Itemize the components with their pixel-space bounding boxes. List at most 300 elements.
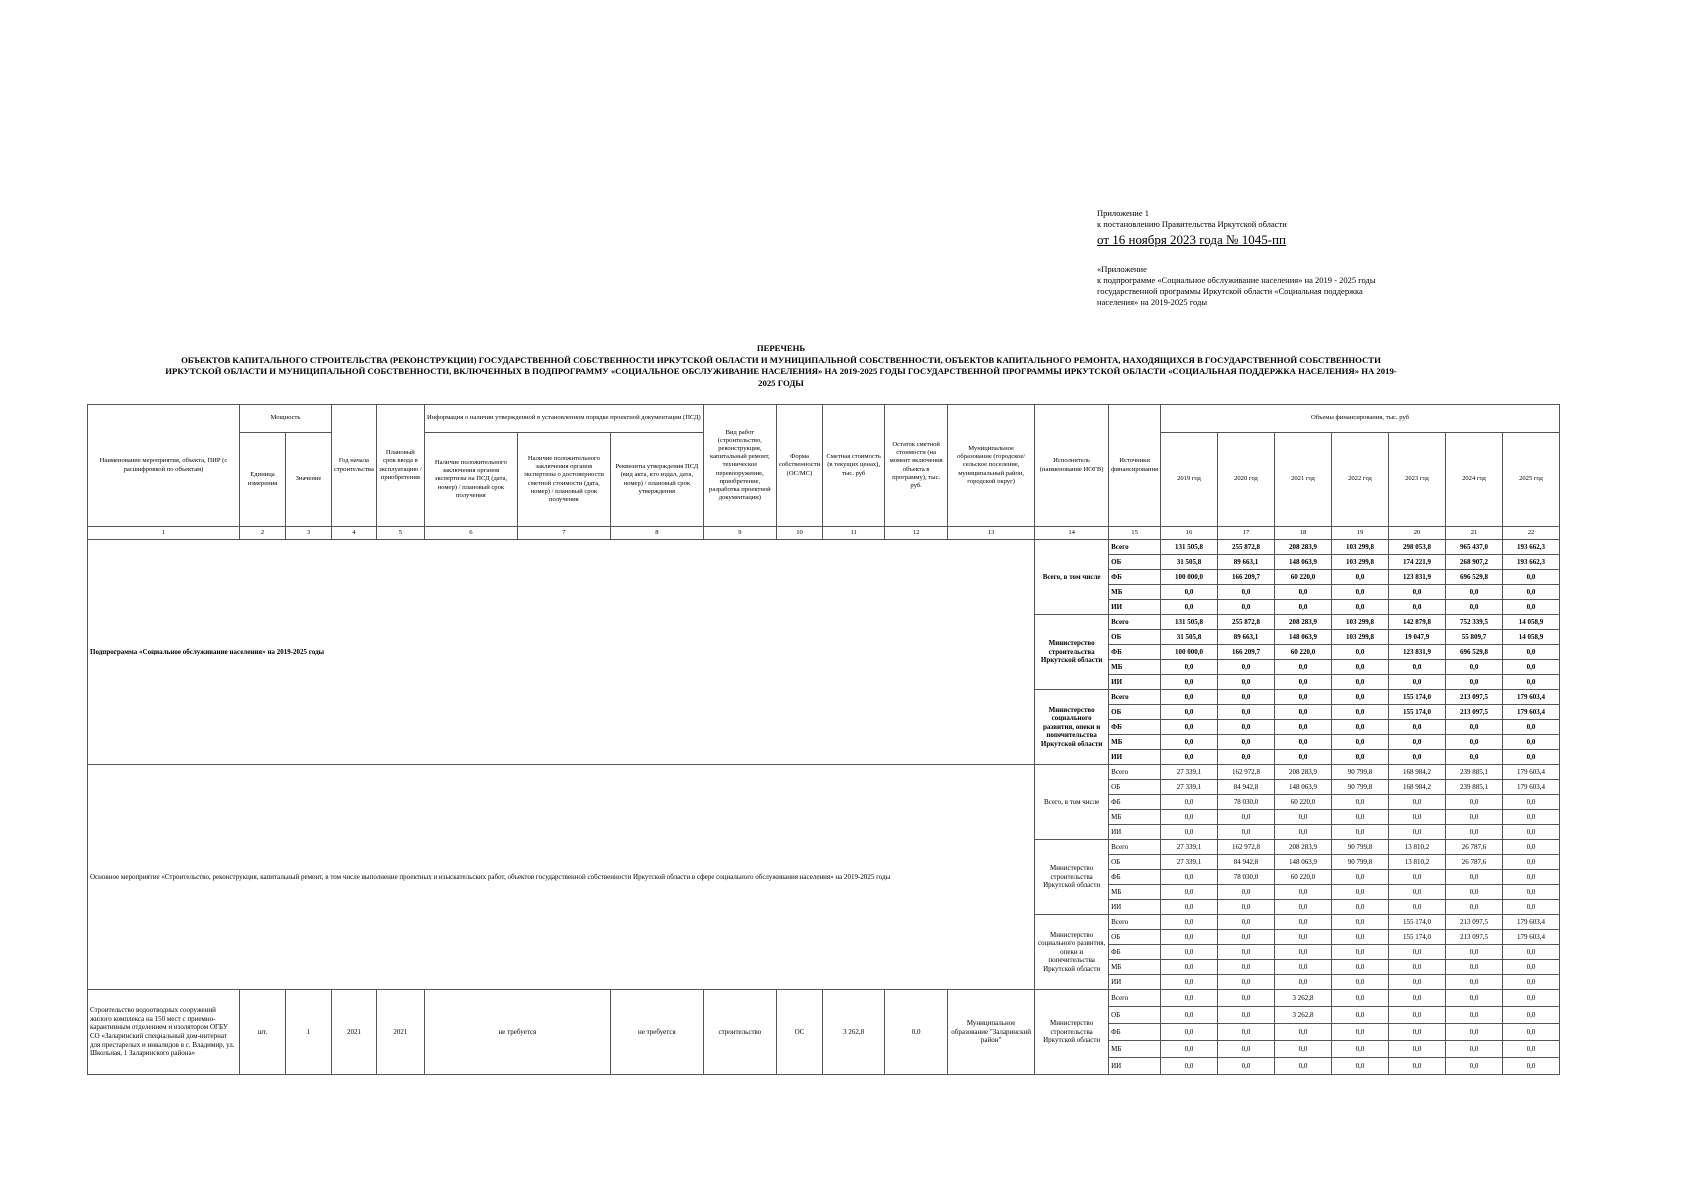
funding-value: 179 603,4 bbox=[1503, 705, 1560, 720]
funding-source: Всего bbox=[1109, 690, 1161, 705]
funding-value: 0,0 bbox=[1218, 690, 1275, 705]
funding-value: 0,0 bbox=[1332, 690, 1389, 705]
header-work-type: Вид работ (строительство, реконструкция, капитальный ремонт, техническое перевооружение, приобретение, разработка проектной документации) bbox=[703, 405, 776, 527]
funding-value: 84 942,8 bbox=[1218, 855, 1275, 870]
funding-value: 13 810,2 bbox=[1389, 855, 1446, 870]
column-number: 20 bbox=[1389, 527, 1446, 540]
funding-value: 19 047,9 bbox=[1389, 630, 1446, 645]
funding-value: 0,0 bbox=[1161, 690, 1218, 705]
funding-value: 0,0 bbox=[1218, 825, 1275, 840]
funding-value: 0,0 bbox=[1218, 1024, 1275, 1041]
funding-value: 0,0 bbox=[1446, 810, 1503, 825]
funding-value: 0,0 bbox=[1446, 1007, 1503, 1024]
funding-value: 0,0 bbox=[1218, 900, 1275, 915]
funding-value: 0,0 bbox=[1389, 945, 1446, 960]
funding-value: 0,0 bbox=[1275, 600, 1332, 615]
funding-value: 0,0 bbox=[1275, 945, 1332, 960]
funding-value: 0,0 bbox=[1332, 990, 1389, 1007]
object-funding-row bbox=[88, 990, 1560, 1007]
object-unit: шт. bbox=[240, 990, 286, 1075]
funding-source: ОБ bbox=[1109, 855, 1161, 870]
funding-source: ИИ bbox=[1109, 1058, 1161, 1075]
funding-value: 0,0 bbox=[1503, 1058, 1560, 1075]
executor-cell: Министерство социального развития, опеки и попечительства Иркутской области bbox=[1035, 690, 1109, 765]
funding-value: 0,0 bbox=[1161, 735, 1218, 750]
funding-value: 89 663,1 bbox=[1218, 630, 1275, 645]
funding-value: 0,0 bbox=[1275, 690, 1332, 705]
funding-source: ИИ bbox=[1109, 825, 1161, 840]
funding-value: 0,0 bbox=[1503, 750, 1560, 765]
funding-value: 103 299,8 bbox=[1332, 555, 1389, 570]
funding-value: 0,0 bbox=[1218, 735, 1275, 750]
funding-value: 0,0 bbox=[1389, 885, 1446, 900]
header-year: 2023 год bbox=[1389, 433, 1446, 527]
header-year: 2025 год bbox=[1503, 433, 1560, 527]
column-number: 8 bbox=[610, 527, 703, 540]
funding-value: 90 799,8 bbox=[1332, 780, 1389, 795]
funding-value: 0,0 bbox=[1161, 810, 1218, 825]
funding-value: 89 663,1 bbox=[1218, 555, 1275, 570]
funding-value: 0,0 bbox=[1389, 1058, 1446, 1075]
funding-value: 100 000,0 bbox=[1161, 645, 1218, 660]
funding-source: МБ bbox=[1109, 1041, 1161, 1058]
column-number: 21 bbox=[1446, 527, 1503, 540]
funding-value: 0,0 bbox=[1275, 900, 1332, 915]
funding-value: 0,0 bbox=[1275, 975, 1332, 990]
funding-value: 0,0 bbox=[1503, 840, 1560, 855]
object-remaining-cost: 0,0 bbox=[885, 990, 948, 1075]
funding-source: МБ bbox=[1109, 885, 1161, 900]
funding-value: 0,0 bbox=[1275, 825, 1332, 840]
column-number: 7 bbox=[517, 527, 610, 540]
executor-cell: Министерство социального развития, опеки и попечительства Иркутской области bbox=[1035, 915, 1109, 990]
funding-value: 0,0 bbox=[1161, 705, 1218, 720]
header-psd-approval: Реквизиты утверждения ПСД (вид акта, кто издал, дата, номер) / плановый срок утверждения bbox=[610, 433, 703, 527]
funding-value: 0,0 bbox=[1446, 1041, 1503, 1058]
funding-value: 26 787,6 bbox=[1446, 855, 1503, 870]
funding-source: ИИ bbox=[1109, 750, 1161, 765]
column-number: 10 bbox=[776, 527, 822, 540]
funding-value: 131 505,8 bbox=[1161, 615, 1218, 630]
funding-value: 155 174,0 bbox=[1389, 930, 1446, 945]
funding-source: Всего bbox=[1109, 840, 1161, 855]
funding-value: 0,0 bbox=[1389, 825, 1446, 840]
funding-value: 60 220,0 bbox=[1275, 870, 1332, 885]
object-psd-expert: не требуется bbox=[424, 990, 610, 1075]
funding-value: 0,0 bbox=[1218, 930, 1275, 945]
funding-value: 148 063,9 bbox=[1275, 780, 1332, 795]
funding-value: 174 221,9 bbox=[1389, 555, 1446, 570]
funding-value: 0,0 bbox=[1218, 960, 1275, 975]
funding-row bbox=[88, 765, 1560, 780]
funding-value: 208 283,9 bbox=[1275, 540, 1332, 555]
funding-value: 0,0 bbox=[1389, 990, 1446, 1007]
column-number: 9 bbox=[703, 527, 776, 540]
funding-value: 90 799,8 bbox=[1332, 855, 1389, 870]
funding-value: 0,0 bbox=[1389, 600, 1446, 615]
funding-value: 0,0 bbox=[1332, 1007, 1389, 1024]
funding-value: 0,0 bbox=[1332, 750, 1389, 765]
header-name: Наименование мероприятия, объекта, ПИР (с расшифровкой по объектам) bbox=[88, 405, 240, 527]
funding-value: 0,0 bbox=[1218, 945, 1275, 960]
funding-value: 255 872,8 bbox=[1218, 540, 1275, 555]
funding-value: 90 799,8 bbox=[1332, 840, 1389, 855]
funding-value: 0,0 bbox=[1332, 675, 1389, 690]
funding-value: 213 097,5 bbox=[1446, 915, 1503, 930]
funding-value: 0,0 bbox=[1503, 945, 1560, 960]
funding-value: 3 262,8 bbox=[1275, 990, 1332, 1007]
funding-value: 148 063,9 bbox=[1275, 555, 1332, 570]
funding-source: Всего bbox=[1109, 615, 1161, 630]
header-year: 2022 год bbox=[1332, 433, 1389, 527]
funding-value: 0,0 bbox=[1332, 900, 1389, 915]
funding-value: 162 972,8 bbox=[1218, 765, 1275, 780]
funding-value: 208 283,9 bbox=[1275, 840, 1332, 855]
funding-value: 166 209,7 bbox=[1218, 645, 1275, 660]
funding-value: 213 097,5 bbox=[1446, 930, 1503, 945]
funding-value: 0,0 bbox=[1275, 705, 1332, 720]
funding-value: 0,0 bbox=[1389, 585, 1446, 600]
funding-value: 0,0 bbox=[1218, 720, 1275, 735]
title-line: ИРКУТСКОЙ ОБЛАСТИ И МУНИЦИПАЛЬНОЙ СОБСТВЕННОСТИ, ВКЛЮЧЕННЫХ В ПОДПРОГРАММУ «СОЦИАЛЬНОЕ ОБСЛУЖИВАНИЕ НАСЕЛЕНИЯ» НА 2019-2025 ГОДЫ ГОСУДАРСТВЕННОЙ ПРОГРАММЫ ИРКУТСКОЙ ОБЛАСТИ «СОЦИАЛЬНАЯ ПОДДЕРЖКА НАСЕЛЕНИЯ» НА 2019- bbox=[165, 366, 1397, 376]
header-start-year: Год начала строительства bbox=[332, 405, 377, 527]
funding-value: 123 831,9 bbox=[1389, 570, 1446, 585]
funding-source: ФБ bbox=[1109, 570, 1161, 585]
funding-value: 0,0 bbox=[1389, 675, 1446, 690]
funding-value: 0,0 bbox=[1161, 870, 1218, 885]
object-planned-term: 2021 bbox=[376, 990, 424, 1075]
funding-value: 0,0 bbox=[1161, 600, 1218, 615]
funding-value: 0,0 bbox=[1389, 735, 1446, 750]
funding-source: ФБ bbox=[1109, 795, 1161, 810]
funding-value: 123 831,9 bbox=[1389, 645, 1446, 660]
funding-value: 0,0 bbox=[1332, 945, 1389, 960]
funding-value: 60 220,0 bbox=[1275, 570, 1332, 585]
funding-value: 0,0 bbox=[1332, 570, 1389, 585]
funding-value: 0,0 bbox=[1503, 585, 1560, 600]
appendix-line: «Приложение bbox=[1097, 264, 1147, 274]
funding-value: 0,0 bbox=[1332, 1041, 1389, 1058]
funding-value: 0,0 bbox=[1446, 585, 1503, 600]
funding-value: 27 339,1 bbox=[1161, 855, 1218, 870]
funding-value: 0,0 bbox=[1446, 735, 1503, 750]
funding-value: 0,0 bbox=[1275, 720, 1332, 735]
funding-value: 55 809,7 bbox=[1446, 630, 1503, 645]
header-year: 2019 год bbox=[1161, 433, 1218, 527]
funding-value: 965 437,0 bbox=[1446, 540, 1503, 555]
appendix-line: государственной программы Иркутской области «Социальная поддержка bbox=[1097, 286, 1363, 296]
funding-value: 0,0 bbox=[1161, 795, 1218, 810]
funding-value: 0,0 bbox=[1332, 930, 1389, 945]
funding-value: 0,0 bbox=[1332, 825, 1389, 840]
funding-value: 0,0 bbox=[1503, 810, 1560, 825]
funding-value: 0,0 bbox=[1218, 990, 1275, 1007]
header-psd-estimate: Наличие положительного заключения органов экспертизы о достоверности сметной стоимости (дата, номер) / плановый срок получения bbox=[517, 433, 610, 527]
title-heading: ПЕРЕЧЕНЬ bbox=[756, 343, 806, 353]
funding-value: 26 787,6 bbox=[1446, 840, 1503, 855]
funding-value: 0,0 bbox=[1218, 660, 1275, 675]
funding-value: 60 220,0 bbox=[1275, 795, 1332, 810]
funding-value: 0,0 bbox=[1446, 900, 1503, 915]
funding-value: 84 942,8 bbox=[1218, 780, 1275, 795]
funding-value: 0,0 bbox=[1218, 600, 1275, 615]
funding-value: 0,0 bbox=[1389, 1007, 1446, 1024]
funding-value: 103 299,8 bbox=[1332, 630, 1389, 645]
funding-value: 0,0 bbox=[1161, 885, 1218, 900]
funding-value: 0,0 bbox=[1161, 750, 1218, 765]
header-planned-term: Плановый срок ввода в эксплуатацию / приобретения bbox=[376, 405, 424, 527]
header-year: 2020 год bbox=[1218, 433, 1275, 527]
funding-value: 103 299,8 bbox=[1332, 615, 1389, 630]
column-number: 12 bbox=[885, 527, 948, 540]
header-executor: Исполнитель (наименование ИОГВ) bbox=[1035, 405, 1109, 527]
funding-value: 0,0 bbox=[1332, 585, 1389, 600]
funding-value: 0,0 bbox=[1161, 660, 1218, 675]
object-ownership: ОС bbox=[776, 990, 822, 1075]
funding-value: 0,0 bbox=[1503, 885, 1560, 900]
funding-source: ИИ bbox=[1109, 675, 1161, 690]
funding-source: ФБ bbox=[1109, 1024, 1161, 1041]
funding-value: 0,0 bbox=[1275, 675, 1332, 690]
section-name: Подпрограмма «Социальное обслуживание населения» на 2019-2025 годы bbox=[88, 540, 1035, 765]
funding-value: 0,0 bbox=[1275, 735, 1332, 750]
funding-value: 0,0 bbox=[1503, 1024, 1560, 1041]
funding-source: ОБ bbox=[1109, 930, 1161, 945]
funding-value: 162 972,8 bbox=[1218, 840, 1275, 855]
funding-value: 103 299,8 bbox=[1332, 540, 1389, 555]
object-value: 1 bbox=[286, 990, 332, 1075]
funding-value: 213 097,5 bbox=[1446, 705, 1503, 720]
appendix-block bbox=[1097, 208, 1457, 308]
funding-source: ОБ bbox=[1109, 630, 1161, 645]
funding-value: 0,0 bbox=[1503, 570, 1560, 585]
column-number: 17 bbox=[1218, 527, 1275, 540]
funding-value: 0,0 bbox=[1218, 750, 1275, 765]
funding-value: 27 339,1 bbox=[1161, 840, 1218, 855]
funding-value: 0,0 bbox=[1332, 735, 1389, 750]
funding-value: 13 810,2 bbox=[1389, 840, 1446, 855]
funding-value: 0,0 bbox=[1389, 795, 1446, 810]
funding-value: 31 505,8 bbox=[1161, 630, 1218, 645]
column-number-row bbox=[88, 527, 1560, 540]
section-name: Основное мероприятие «Строительство, реконструкция, капитальный ремонт, в том числе выполнение проектных и изыскательских работ, объектов государственной собственности Иркутской области в сфере социального обслуживания населения» на 2019-2025 годы bbox=[88, 765, 1035, 990]
funding-value: 0,0 bbox=[1389, 960, 1446, 975]
funding-value: 0,0 bbox=[1503, 795, 1560, 810]
funding-value: 131 505,8 bbox=[1161, 540, 1218, 555]
funding-value: 0,0 bbox=[1332, 600, 1389, 615]
funding-value: 0,0 bbox=[1332, 870, 1389, 885]
funding-value: 179 603,4 bbox=[1503, 930, 1560, 945]
funding-value: 179 603,4 bbox=[1503, 915, 1560, 930]
column-number: 14 bbox=[1035, 527, 1109, 540]
funding-value: 0,0 bbox=[1389, 870, 1446, 885]
header-funding: Объемы финансирования, тыс. руб bbox=[1161, 405, 1560, 433]
column-number: 1 bbox=[88, 527, 240, 540]
appendix-line: к постановлению Правительства Иркутской области bbox=[1097, 219, 1287, 229]
funding-value: 155 174,0 bbox=[1389, 690, 1446, 705]
funding-value: 0,0 bbox=[1332, 645, 1389, 660]
funding-value: 0,0 bbox=[1503, 645, 1560, 660]
document-title bbox=[86, 343, 1476, 389]
object-psd-approval: не требуется bbox=[610, 990, 703, 1075]
column-number: 13 bbox=[948, 527, 1035, 540]
object-start-year: 2021 bbox=[332, 990, 377, 1075]
header-capacity: Мощность bbox=[240, 405, 332, 433]
funding-value: 239 885,1 bbox=[1446, 780, 1503, 795]
object-municipality: Муниципальное образование "Заларинский район" bbox=[948, 990, 1035, 1075]
funding-value: 0,0 bbox=[1446, 720, 1503, 735]
funding-value: 0,0 bbox=[1446, 870, 1503, 885]
funding-value: 298 053,8 bbox=[1389, 540, 1446, 555]
funding-source: ФБ bbox=[1109, 720, 1161, 735]
funding-value: 179 603,4 bbox=[1503, 765, 1560, 780]
decree-reference: от 16 ноября 2023 года № 1045-пп bbox=[1097, 232, 1286, 247]
funding-source: ФБ bbox=[1109, 645, 1161, 660]
funding-value: 0,0 bbox=[1275, 660, 1332, 675]
funding-value: 0,0 bbox=[1275, 810, 1332, 825]
funding-value: 0,0 bbox=[1332, 705, 1389, 720]
funding-value: 0,0 bbox=[1218, 675, 1275, 690]
funding-value: 0,0 bbox=[1503, 600, 1560, 615]
funding-source: ОБ bbox=[1109, 1007, 1161, 1024]
funding-value: 0,0 bbox=[1389, 750, 1446, 765]
funding-source: ИИ bbox=[1109, 600, 1161, 615]
funding-value: 100 000,0 bbox=[1161, 570, 1218, 585]
funding-value: 0,0 bbox=[1389, 660, 1446, 675]
funding-value: 0,0 bbox=[1332, 975, 1389, 990]
funding-value: 0,0 bbox=[1161, 945, 1218, 960]
funding-source: ОБ bbox=[1109, 780, 1161, 795]
funding-source: ОБ bbox=[1109, 705, 1161, 720]
funding-value: 696 529,8 bbox=[1446, 570, 1503, 585]
funding-value: 0,0 bbox=[1332, 1024, 1389, 1041]
column-number: 5 bbox=[376, 527, 424, 540]
funding-value: 0,0 bbox=[1275, 750, 1332, 765]
objects-table bbox=[87, 404, 1560, 1075]
funding-value: 0,0 bbox=[1275, 1024, 1332, 1041]
funding-value: 752 339,5 bbox=[1446, 615, 1503, 630]
object-name: Строительство водоотводных сооружений жилого комплекса на 150 мест с приемно-карантинным отделением и изолятором ОГБУ СО «Заларинский специальный дом-интернат для престарелых и инвалидов в с. Владимир, ул. Школьная, 1 Заларинского района» bbox=[88, 990, 240, 1075]
funding-value: 0,0 bbox=[1503, 675, 1560, 690]
funding-value: 0,0 bbox=[1389, 900, 1446, 915]
funding-value: 0,0 bbox=[1161, 1024, 1218, 1041]
funding-source: МБ bbox=[1109, 585, 1161, 600]
funding-value: 213 097,5 bbox=[1446, 690, 1503, 705]
funding-value: 0,0 bbox=[1389, 810, 1446, 825]
funding-value: 0,0 bbox=[1332, 885, 1389, 900]
funding-value: 0,0 bbox=[1503, 960, 1560, 975]
funding-source: МБ bbox=[1109, 960, 1161, 975]
funding-value: 155 174,0 bbox=[1389, 915, 1446, 930]
funding-value: 0,0 bbox=[1446, 660, 1503, 675]
funding-value: 0,0 bbox=[1161, 930, 1218, 945]
column-number: 19 bbox=[1332, 527, 1389, 540]
header-ownership: Форма собственности (ОС/МС) bbox=[776, 405, 822, 527]
header-year: 2021 год bbox=[1275, 433, 1332, 527]
funding-value: 0,0 bbox=[1332, 795, 1389, 810]
funding-value: 3 262,8 bbox=[1275, 1007, 1332, 1024]
funding-value: 0,0 bbox=[1275, 930, 1332, 945]
funding-value: 0,0 bbox=[1332, 810, 1389, 825]
funding-value: 193 662,3 bbox=[1503, 540, 1560, 555]
funding-value: 0,0 bbox=[1503, 1007, 1560, 1024]
funding-value: 0,0 bbox=[1503, 1041, 1560, 1058]
funding-value: 0,0 bbox=[1275, 1041, 1332, 1058]
object-executor: Министерство строительства Иркутской области bbox=[1035, 990, 1109, 1075]
funding-value: 0,0 bbox=[1275, 585, 1332, 600]
funding-value: 0,0 bbox=[1275, 960, 1332, 975]
funding-value: 0,0 bbox=[1218, 1007, 1275, 1024]
column-number: 15 bbox=[1109, 527, 1161, 540]
funding-source: ФБ bbox=[1109, 945, 1161, 960]
funding-value: 27 339,1 bbox=[1161, 765, 1218, 780]
column-number: 3 bbox=[286, 527, 332, 540]
column-number: 18 bbox=[1275, 527, 1332, 540]
funding-value: 0,0 bbox=[1446, 885, 1503, 900]
funding-value: 0,0 bbox=[1275, 915, 1332, 930]
funding-value: 27 339,1 bbox=[1161, 780, 1218, 795]
funding-value: 0,0 bbox=[1446, 825, 1503, 840]
funding-value: 90 799,8 bbox=[1332, 765, 1389, 780]
funding-value: 0,0 bbox=[1218, 915, 1275, 930]
column-number: 2 bbox=[240, 527, 286, 540]
funding-value: 0,0 bbox=[1446, 1024, 1503, 1041]
funding-value: 0,0 bbox=[1446, 600, 1503, 615]
header-psd-info: Информация о наличии утвержденной в установленном порядке проектной документации (ПСД) bbox=[424, 405, 703, 433]
funding-value: 0,0 bbox=[1446, 990, 1503, 1007]
funding-value: 0,0 bbox=[1503, 870, 1560, 885]
funding-value: 0,0 bbox=[1161, 720, 1218, 735]
funding-source: ФБ bbox=[1109, 870, 1161, 885]
funding-value: 0,0 bbox=[1332, 960, 1389, 975]
appendix-line: Приложение 1 bbox=[1097, 208, 1149, 218]
title-line: 2025 ГОДЫ bbox=[758, 377, 804, 388]
funding-value: 0,0 bbox=[1503, 975, 1560, 990]
funding-value: 0,0 bbox=[1218, 1058, 1275, 1075]
funding-value: 0,0 bbox=[1389, 720, 1446, 735]
header-year: 2024 год bbox=[1446, 433, 1503, 527]
funding-value: 0,0 bbox=[1446, 1058, 1503, 1075]
funding-value: 148 063,9 bbox=[1275, 630, 1332, 645]
header-remaining-cost: Остаток сметной стоимости (на момент включения объекта в программу), тыс. руб. bbox=[885, 405, 948, 527]
executor-cell: Всего, в том числе bbox=[1035, 540, 1109, 615]
funding-value: 0,0 bbox=[1218, 1041, 1275, 1058]
funding-value: 0,0 bbox=[1332, 720, 1389, 735]
funding-source: МБ bbox=[1109, 735, 1161, 750]
header-psd-expert: Наличие положительного заключения органов экспертизы на ПСД (дата, номер) / плановый срок получения bbox=[424, 433, 517, 527]
funding-value: 0,0 bbox=[1503, 855, 1560, 870]
header-value: Значение bbox=[286, 433, 332, 527]
funding-value: 0,0 bbox=[1503, 900, 1560, 915]
funding-value: 148 063,9 bbox=[1275, 855, 1332, 870]
funding-value: 696 529,8 bbox=[1446, 645, 1503, 660]
funding-source: МБ bbox=[1109, 660, 1161, 675]
funding-value: 0,0 bbox=[1503, 660, 1560, 675]
funding-source: ИИ bbox=[1109, 900, 1161, 915]
title-line: ОБЪЕКТОВ КАПИТАЛЬНОГО СТРОИТЕЛЬСТВА (РЕКОНСТРУКЦИИ) ГОСУДАРСТВЕННОЙ СОБСТВЕННОСТИ ИРКУТСКОЙ ОБЛАСТИ И МУНИЦИПАЛЬНОЙ СОБСТВЕННОСТИ, ОБЪЕКТОВ КАПИТАЛЬНОГО РЕМОНТА, НАХОДЯЩИХСЯ В ГОСУДАРСТВЕННОЙ СОБСТВЕННОСТИ bbox=[181, 354, 1381, 365]
funding-value: 60 220,0 bbox=[1275, 645, 1332, 660]
column-number: 16 bbox=[1161, 527, 1218, 540]
executor-cell: Всего, в том числе bbox=[1035, 765, 1109, 840]
funding-source: Всего bbox=[1109, 765, 1161, 780]
funding-value: 0,0 bbox=[1161, 915, 1218, 930]
executor-cell: Министерство строительства Иркутской области bbox=[1035, 615, 1109, 690]
funding-value: 0,0 bbox=[1161, 585, 1218, 600]
appendix-line: к подпрограмме «Социальное обслуживание населения» на 2019 - 2025 годы bbox=[1097, 275, 1376, 285]
column-number: 4 bbox=[332, 527, 377, 540]
funding-value: 0,0 bbox=[1218, 705, 1275, 720]
funding-value: 78 030,0 bbox=[1218, 795, 1275, 810]
